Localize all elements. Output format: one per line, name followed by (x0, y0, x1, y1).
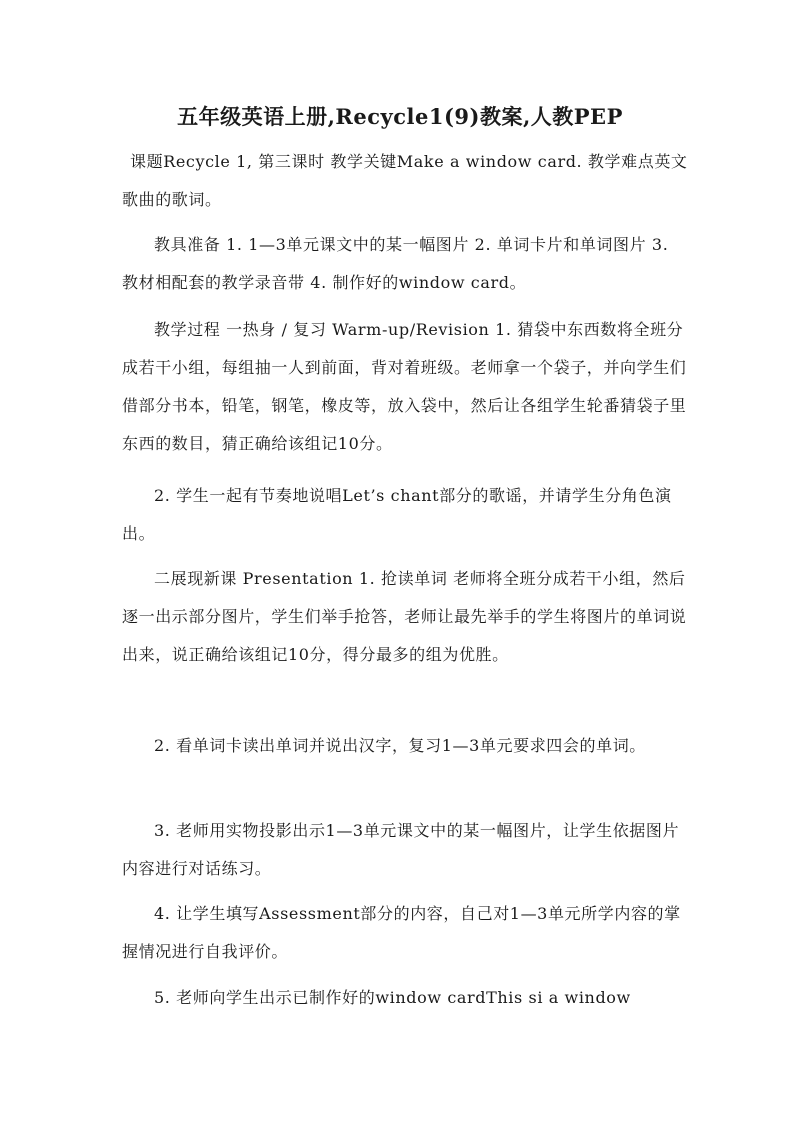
paragraph-warm-up: 教学过程 一热身 / 复习 Warm-up/Revision 1. 猜袋中东西数将全班分成若干小组，每组抽一人到前面，背对着班级。老师拿一个袋子，并向学生们借部分书本，铅笔，钢笔，橡皮等，放入袋中，然后让各组学生轮番猜袋子里东西的数目，猜正确给该组记10分。 (122, 320, 687, 453)
paragraph-lesson-topic: 课题Recycle 1, 第三课时 教学关键Make a window card. 教学难点英文歌曲的歌词。 (122, 152, 688, 209)
paragraph-projection: 3. 老师用实物投影出示1—3单元课文中的某一幅图片，让学生依据图片内容进行对话练习。 (122, 821, 680, 878)
paragraph-teaching-aids: 教具准备 1. 1—3单元课文中的某一幅图片 2. 单词卡片和单词图片 3. 教材相配套的教学录音带 4. 制作好的window card。 (122, 235, 669, 292)
document-title: 五年级英语上册,Recycle1(9)教案,人教PEP (177, 104, 623, 129)
paragraph-presentation: 二展现新课 Presentation 1. 抢读单词 老师将全班分成若干小组，然后逐一出示部分图片，学生们举手抢答，老师让最先举手的学生将图片的单词说出来，说正确给该组记10分，得分最多的组为优胜。 (122, 569, 687, 664)
paragraph-word-cards: 2. 看单词卡读出单词并说出汉字，复习1—3单元要求四会的单词。 (154, 736, 646, 755)
paragraph-window-card: 5. 老师向学生出示已制作好的window cardThis si a window (154, 988, 631, 1007)
paragraph-assessment: 4. 让学生填写Assessment部分的内容，自己对1—3单元所学内容的掌握情况进行自我评价。 (122, 904, 681, 961)
paragraph-chant: 2. 学生一起有节奏地说唱Let’s chant部分的歌谣，并请学生分角色演出。 (122, 486, 672, 543)
